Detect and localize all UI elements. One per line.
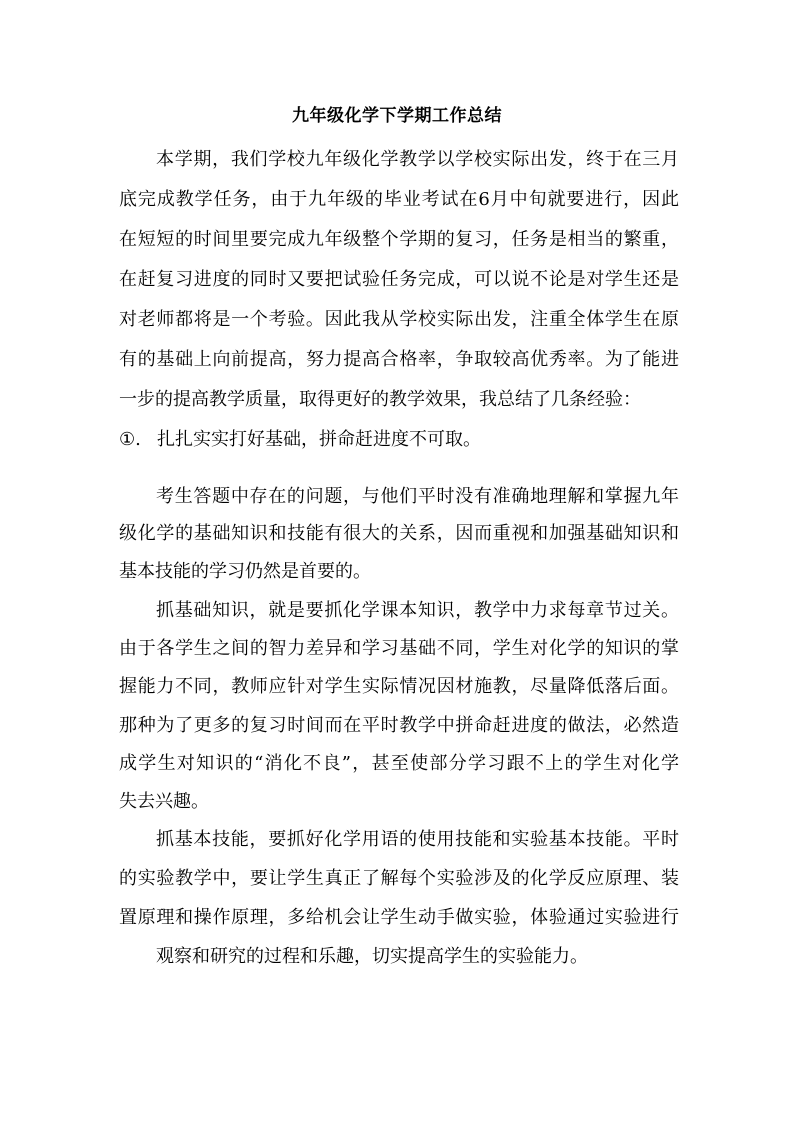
list-item [119, 425, 679, 455]
paragraph-line: 本学期，我们学校九年级化学教学以学校实际出发，终于在三月 [156, 149, 679, 170]
paragraph-line: 观察和研究的过程和乐趣，切实提高学生的实验能力。 [156, 946, 588, 967]
item-text: 扎扎实实打好基础，拼命赶进度不可取。 [157, 429, 481, 450]
paragraph-line: 在短短的时间里要完成九年级整个学期的复习，任务是相当的繁重， [119, 229, 679, 250]
paragraph-line: 对老师都将是一个考验。因此我从学校实际出发，注重全体学生在原 [119, 309, 679, 330]
paragraph-line: 基本技能的学习仍然是首要的。 [119, 561, 371, 582]
paragraph-line: 级化学的基础知识和技能有很大的关系，因而重视和加强基础知识和 [119, 523, 679, 544]
paragraph-line: 成学生对知识的“消化不良”，甚至使部分学习跟不上的学生对化学 [119, 753, 679, 774]
paragraph-line: 考生答题中存在的问题，与他们平时没有准确地理解和掌握九年 [156, 486, 679, 507]
paragraph-line: 的实验教学中，要让学生真正了解每个实验涉及的化学反应原理、装 [119, 868, 679, 889]
paragraph-line: 失去兴趣。 [119, 791, 209, 812]
paragraph-line: 置原理和操作原理，多给机会让学生动手做实验，体验通过实验进行 [119, 907, 679, 928]
paragraph-line: 在赶复习进度的同时又要把试验任务完成，可以说不论是对学生还是 [119, 269, 679, 290]
paragraph-line: 那种为了更多的复习时间而在平时教学中拼命赶进度的做法，必然造 [119, 715, 679, 736]
paragraph-line: 有的基础上向前提高，努力提高合格率，争取较高优秀率。为了能进 [119, 349, 679, 370]
paragraph-line: 底完成教学任务，由于九年级的毕业考试在6月中旬就要进行，因此 [119, 189, 679, 210]
paragraph-line: 握能力不同，教师应针对学生实际情况因材施教，尽量降低落后面。 [119, 676, 679, 697]
paragraph-line: 抓基本技能，要抓好化学用语的使用技能和实验基本技能。平时 [156, 829, 679, 850]
item-number: ①. [119, 429, 141, 450]
paragraph-line: 由于各学生之间的智力差异和学习基础不同，学生对化学的知识的掌 [119, 638, 679, 659]
paragraph-line: 抓基础知识，就是要抓化学课本知识，教学中力求每章节过关。 [156, 600, 679, 621]
paragraph-line: 一步的提高教学质量，取得更好的教学效果，我总结了几条经验： [119, 389, 641, 410]
document-title: 九年级化学下学期工作总结 [292, 106, 502, 126]
